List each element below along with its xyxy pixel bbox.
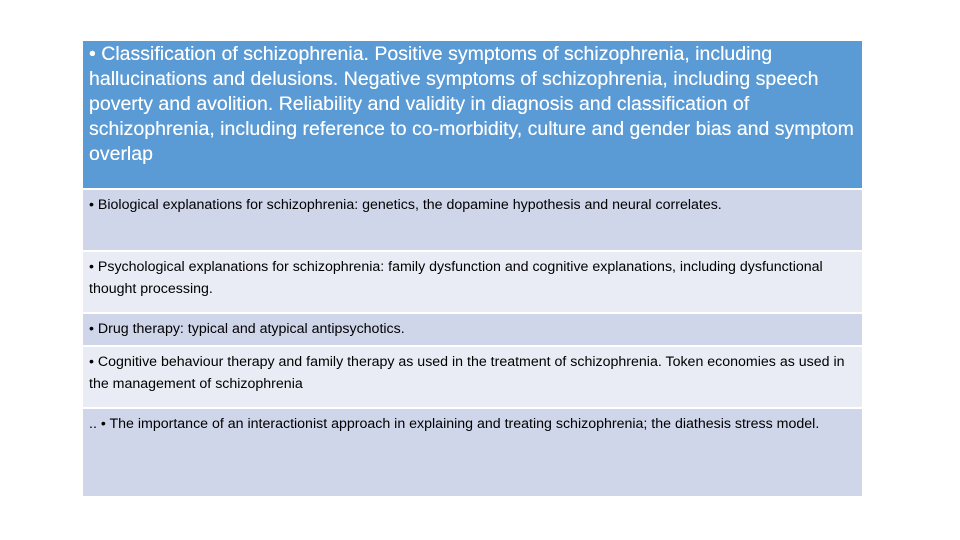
header-text: • Classification of schizophrenia. Positive symptoms of schizophrenia, including hallucinations and delusions. Negative symptoms of schizophrenia, including speech poverty and avolition. Reliability and validity in diagnosis and classification of schizophrenia, including reference to co-morbidity, culture and gender bias and symptom overlap [89, 43, 854, 165]
row-text: • Biological explanations for schizophrenia: genetics, the dopamine hypothesis and neural correlates. [89, 197, 722, 213]
row-text: • Psychological explanations for schizophrenia: family dysfunction and cognitive explanations, including dysfunctional thought processing. [89, 259, 823, 297]
row-text: .. • The importance of an interactionist approach in explaining and treating schizophrenia; the diathesis stress model. [89, 416, 820, 432]
topics-table [83, 41, 862, 498]
row-text: • Cognitive behaviour therapy and family therapy as used in the treatment of schizophrenia. Token economies as used in the management of schizophrenia [89, 354, 845, 392]
table-row [83, 190, 862, 252]
table-row [83, 409, 862, 498]
table-row [83, 252, 862, 314]
table-row [83, 314, 862, 347]
row-text: • Drug therapy: typical and atypical antipsychotics. [89, 321, 405, 337]
table-row [83, 347, 862, 409]
table-header-row [83, 41, 862, 190]
